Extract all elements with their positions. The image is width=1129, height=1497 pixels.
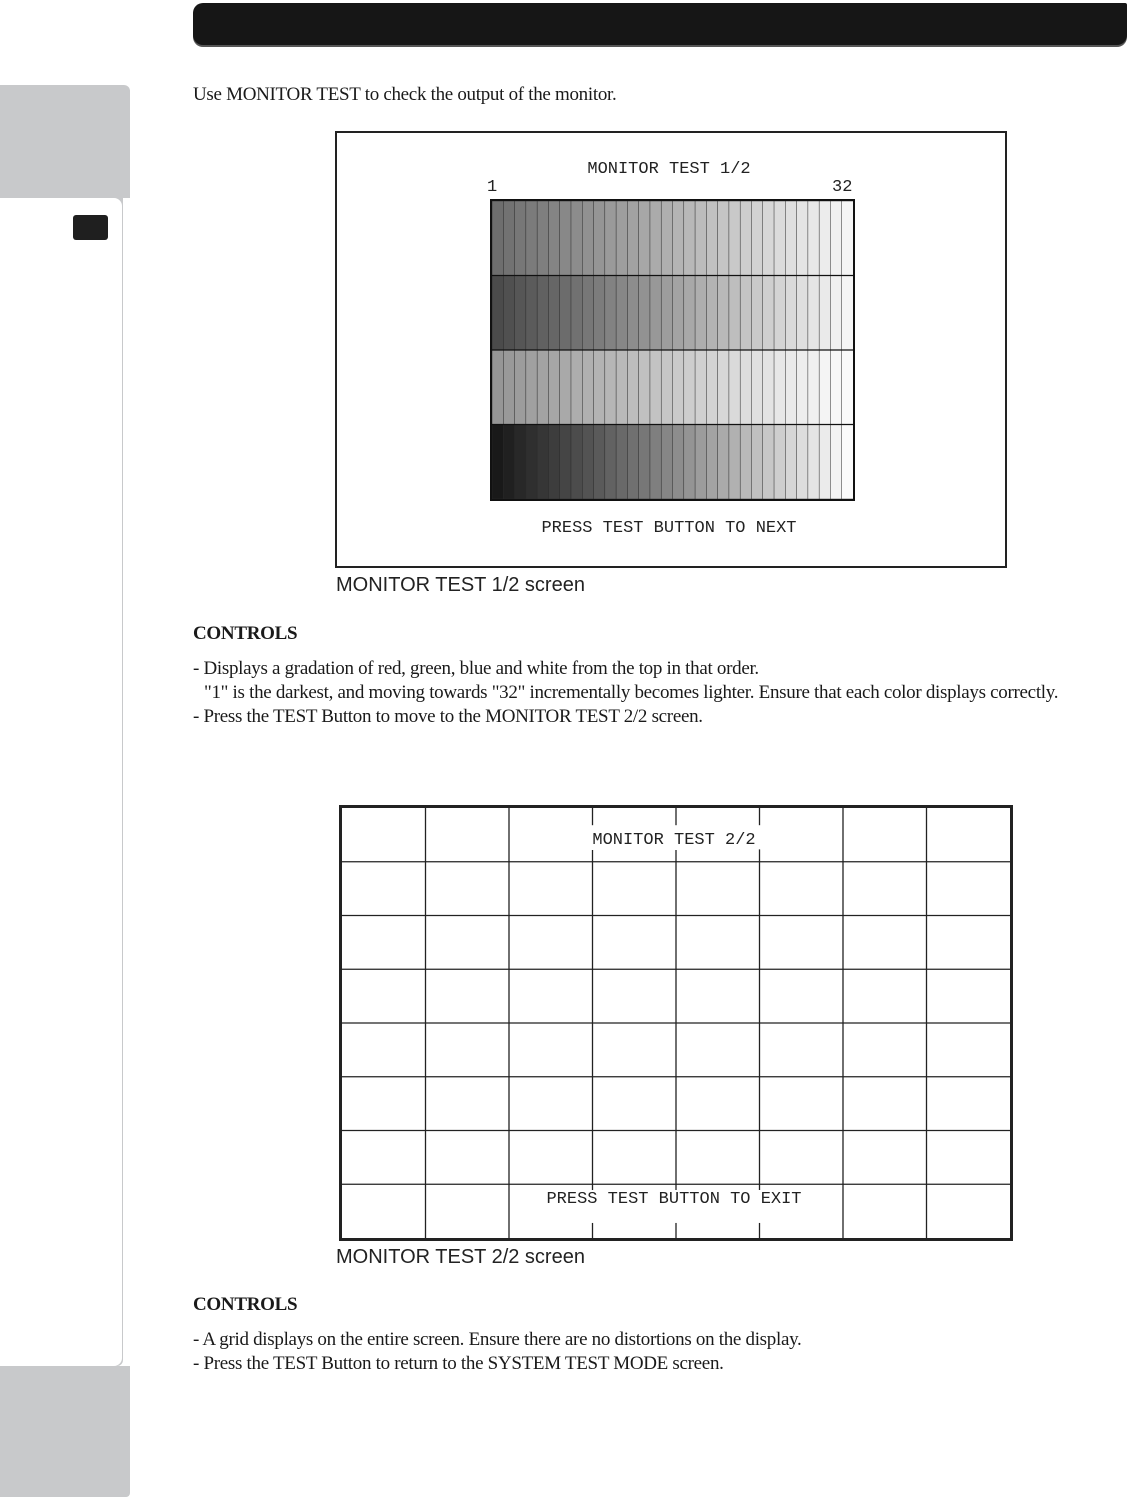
gradation-step-green-25 — [763, 276, 775, 351]
gradation-step-red-29 — [808, 201, 820, 276]
gradation-step-green-16 — [661, 276, 673, 351]
gradation-step-blue-1 — [492, 350, 504, 425]
gradation-step-white-18 — [684, 425, 696, 500]
gradation-step-blue-4 — [526, 350, 538, 425]
gradation-step-white-16 — [661, 425, 673, 500]
gradation-step-white-6 — [548, 425, 560, 500]
gradation-step-white-13 — [627, 425, 639, 500]
gradation-step-white-9 — [582, 425, 594, 500]
gradation-step-blue-6 — [548, 350, 560, 425]
gradation-step-blue-10 — [594, 350, 606, 425]
gradation-step-green-21 — [718, 276, 730, 351]
gradation-step-white-8 — [571, 425, 583, 500]
screen2-caption: MONITOR TEST 2/2 screen — [336, 1246, 585, 1268]
screen2-footer — [508, 1190, 840, 1209]
gradation-step-blue-5 — [537, 350, 549, 425]
gradation-step-red-16 — [661, 201, 673, 276]
sidebar-middle-inner — [0, 198, 122, 1366]
gradation-step-green-28 — [797, 276, 809, 351]
monitor-test-2-screen — [339, 805, 1013, 1241]
gradation-step-blue-26 — [774, 350, 786, 425]
gradation-step-green-3 — [515, 276, 527, 351]
gradation-step-blue-19 — [695, 350, 707, 425]
screen2-footer-text: PRESS TEST BUTTON TO EXIT — [546, 1190, 802, 1209]
gradation-step-white-2 — [503, 425, 515, 500]
gradation-step-white-26 — [774, 425, 786, 500]
gradation-step-green-2 — [503, 276, 515, 351]
gradation-step-white-29 — [808, 425, 820, 500]
gradation-bars — [492, 201, 853, 499]
gradation-step-green-20 — [706, 276, 718, 351]
gradation-step-white-28 — [797, 425, 809, 500]
gradation-step-red-19 — [695, 201, 707, 276]
controls-list-2 — [193, 1328, 1073, 1376]
gradation-step-white-1 — [492, 425, 504, 500]
gradation-step-red-7 — [560, 201, 572, 276]
sidebar-top-block — [0, 85, 130, 198]
gradation-step-blue-17 — [673, 350, 685, 425]
gradation-step-white-32 — [842, 425, 853, 500]
gradation-step-red-24 — [751, 201, 763, 276]
gradation-step-blue-3 — [515, 350, 527, 425]
gradation-step-white-19 — [695, 425, 707, 500]
gradation-step-red-9 — [582, 201, 594, 276]
gradation-step-blue-2 — [503, 350, 515, 425]
controls-list-1 — [193, 657, 1073, 729]
sidebar-bottom-block — [0, 1366, 130, 1497]
gradation-step-red-4 — [526, 201, 538, 276]
gradation-step-red-22 — [729, 201, 741, 276]
gradation-step-blue-20 — [706, 350, 718, 425]
gradation-step-green-1 — [492, 276, 504, 351]
gradation-step-blue-11 — [605, 350, 617, 425]
gradation-step-white-14 — [639, 425, 651, 500]
gradation-step-green-5 — [537, 276, 549, 351]
gradation-step-blue-27 — [785, 350, 797, 425]
gradation-step-red-28 — [797, 201, 809, 276]
gradation-step-green-6 — [548, 276, 560, 351]
gradation-step-blue-9 — [582, 350, 594, 425]
screen1-footer: PRESS TEST BUTTON TO NEXT — [541, 519, 797, 538]
gradation-step-green-14 — [639, 276, 651, 351]
gradation-step-red-6 — [548, 201, 560, 276]
gradation-step-red-12 — [616, 201, 628, 276]
gradation-step-blue-24 — [751, 350, 763, 425]
gradation-step-white-20 — [706, 425, 718, 500]
gradation-step-white-7 — [560, 425, 572, 500]
controls-1-item-2: "1" is the darkest, and moving towards "32" incrementally becomes lighter. Ensure that each color displays correctly. — [204, 682, 1059, 703]
gradation-step-white-31 — [830, 425, 842, 500]
gradation-step-white-25 — [763, 425, 775, 500]
intro-text: Use MONITOR TEST to check the output of the monitor. — [193, 84, 617, 105]
gradation-step-green-31 — [830, 276, 842, 351]
gradation-step-red-21 — [718, 201, 730, 276]
gradation-step-green-12 — [616, 276, 628, 351]
gradation-step-white-30 — [819, 425, 831, 500]
screen1-title: MONITOR TEST 1/2 — [587, 160, 751, 179]
scale-end-label: 32 — [832, 178, 853, 197]
gradation-chart — [490, 199, 855, 501]
gradation-step-blue-32 — [842, 350, 853, 425]
gradation-step-white-22 — [729, 425, 741, 500]
gradation-step-red-31 — [830, 201, 842, 276]
gradation-step-red-26 — [774, 201, 786, 276]
gradation-step-blue-8 — [571, 350, 583, 425]
gradation-step-blue-15 — [650, 350, 662, 425]
gradation-step-green-29 — [808, 276, 820, 351]
gradation-step-green-17 — [673, 276, 685, 351]
gradation-step-blue-12 — [616, 350, 628, 425]
gradation-step-blue-25 — [763, 350, 775, 425]
gradation-step-red-10 — [594, 201, 606, 276]
gradation-step-blue-7 — [560, 350, 572, 425]
gradation-step-red-32 — [842, 201, 853, 276]
header-bar — [193, 3, 1127, 45]
gradation-step-green-13 — [627, 276, 639, 351]
gradation-step-white-3 — [515, 425, 527, 500]
gradation-step-green-30 — [819, 276, 831, 351]
gradation-step-white-5 — [537, 425, 549, 500]
gradation-step-green-15 — [650, 276, 662, 351]
gradation-step-red-13 — [627, 201, 639, 276]
controls-1-item-1: - Displays a gradation of red, green, blue and white from the top in that order. — [193, 658, 759, 679]
gradation-step-blue-16 — [661, 350, 673, 425]
scale-start-label: 1 — [487, 178, 498, 197]
gradation-step-blue-14 — [639, 350, 651, 425]
gradation-step-red-1 — [492, 201, 504, 276]
controls-1-item-3: - Press the TEST Button to move to the MONITOR TEST 2/2 screen. — [193, 706, 703, 727]
gradation-step-red-8 — [571, 201, 583, 276]
screen2-title-text: MONITOR TEST 2/2 — [592, 831, 756, 850]
gradation-step-green-24 — [751, 276, 763, 351]
gradation-step-red-17 — [673, 201, 685, 276]
gradation-step-white-23 — [740, 425, 752, 500]
section-tab-marker — [73, 215, 108, 240]
gradation-step-red-5 — [537, 201, 549, 276]
gradation-step-red-25 — [763, 201, 775, 276]
gradation-step-white-4 — [526, 425, 538, 500]
gradation-step-green-8 — [571, 276, 583, 351]
controls-heading-2: CONTROLS — [193, 1294, 298, 1315]
gradation-step-white-15 — [650, 425, 662, 500]
gradation-step-green-27 — [785, 276, 797, 351]
gradation-step-red-30 — [819, 201, 831, 276]
gradation-step-red-15 — [650, 201, 662, 276]
gradation-step-blue-18 — [684, 350, 696, 425]
gradation-step-white-17 — [673, 425, 685, 500]
alignment-grid — [342, 808, 1010, 1238]
gradation-step-red-3 — [515, 201, 527, 276]
gradation-step-green-19 — [695, 276, 707, 351]
controls-2-item-2: - Press the TEST Button to return to the SYSTEM TEST MODE screen. — [193, 1353, 724, 1374]
gradation-step-green-4 — [526, 276, 538, 351]
gradation-step-red-18 — [684, 201, 696, 276]
gradation-step-green-32 — [842, 276, 853, 351]
gradation-step-red-11 — [605, 201, 617, 276]
controls-heading-1: CONTROLS — [193, 623, 298, 644]
gradation-step-white-24 — [751, 425, 763, 500]
gradation-step-white-11 — [605, 425, 617, 500]
gradation-step-red-2 — [503, 201, 515, 276]
screen2-title — [508, 831, 840, 850]
gradation-step-blue-29 — [808, 350, 820, 425]
gradation-step-blue-30 — [819, 350, 831, 425]
gradation-step-white-12 — [616, 425, 628, 500]
gradation-step-green-22 — [729, 276, 741, 351]
gradation-step-blue-21 — [718, 350, 730, 425]
gradation-step-green-23 — [740, 276, 752, 351]
gradation-step-blue-22 — [729, 350, 741, 425]
gradation-step-blue-13 — [627, 350, 639, 425]
controls-2-item-1: - A grid displays on the entire screen. Ensure there are no distortions on the display. — [193, 1329, 802, 1350]
gradation-step-red-27 — [785, 201, 797, 276]
gradation-step-green-9 — [582, 276, 594, 351]
gradation-step-blue-31 — [830, 350, 842, 425]
gradation-step-green-11 — [605, 276, 617, 351]
gradation-step-red-20 — [706, 201, 718, 276]
gradation-step-blue-23 — [740, 350, 752, 425]
gradation-step-red-14 — [639, 201, 651, 276]
gradation-step-green-26 — [774, 276, 786, 351]
gradation-step-blue-28 — [797, 350, 809, 425]
gradation-step-white-21 — [718, 425, 730, 500]
gradation-step-red-23 — [740, 201, 752, 276]
screen1-caption: MONITOR TEST 1/2 screen — [336, 574, 585, 596]
gradation-step-white-27 — [785, 425, 797, 500]
gradation-step-white-10 — [594, 425, 606, 500]
gradation-step-green-10 — [594, 276, 606, 351]
gradation-step-green-7 — [560, 276, 572, 351]
gradation-step-green-18 — [684, 276, 696, 351]
